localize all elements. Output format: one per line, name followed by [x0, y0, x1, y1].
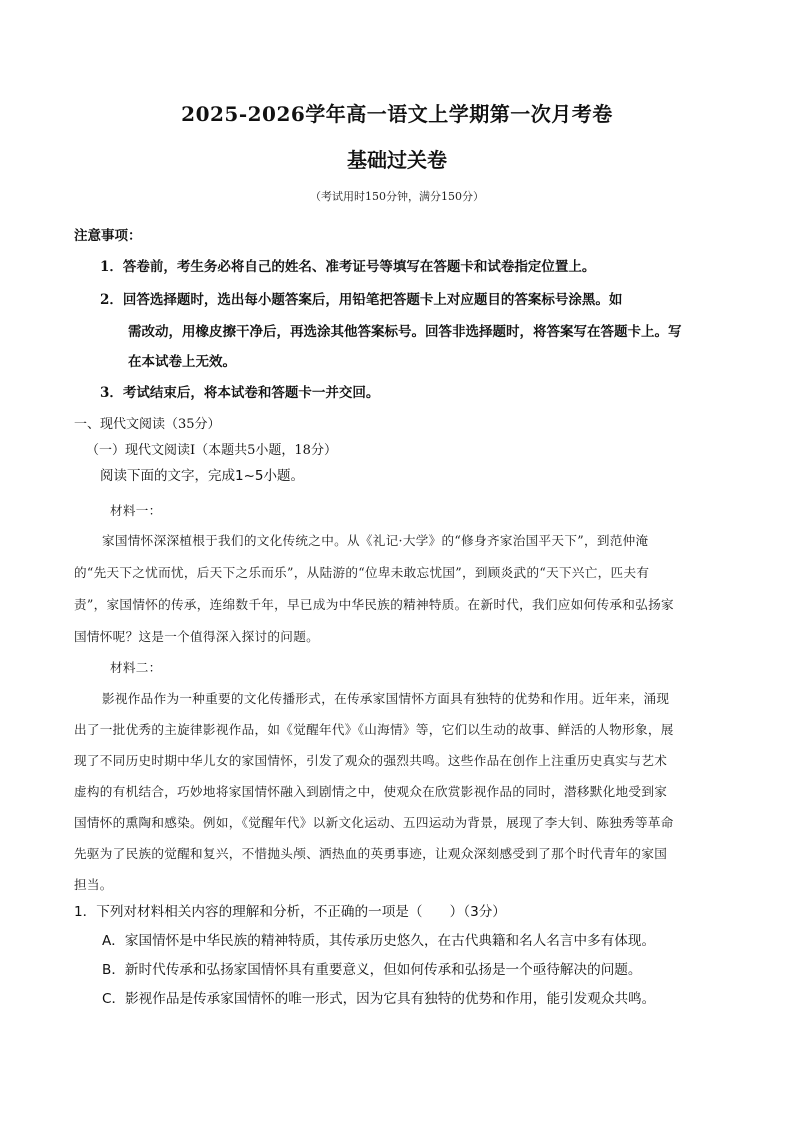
notes-heading: 注意事项：	[74, 228, 142, 244]
material-2-line: 国情怀的熏陶和感染。例如，《觉醒年代》以新文化运动、五四运动为背景，展现了李大钊、陈独秀等革命	[74, 815, 674, 830]
reading-instruction: 阅读下面的文字，完成1~5小题。	[100, 468, 304, 484]
exam-info: （考试用时150分钟，满分150分）	[310, 190, 484, 203]
section-heading: 一、现代文阅读（35分）	[74, 417, 221, 432]
notes-item-2-line-2: 需改动，用橡皮擦干净后，再选涂其他答案标号。回答非选择题时，将答案写在答题卡上。写	[128, 324, 682, 340]
material-2-label: 材料二：	[110, 660, 162, 675]
material-2-line: 影视作品作为一种重要的文化传播形式，在传承家国情怀方面具有独特的优势和作用。近年来，涌现	[102, 691, 670, 706]
material-1-line: 责”，家国情怀的传承，连绵数千年，早已成为中华民族的精神特质。在新时代，我们应如何传承和弘扬家	[74, 597, 674, 612]
page-subtitle: 基础过关卷	[347, 148, 447, 172]
material-2-line: 虚构的有机结合，巧妙地将家国情怀融入到剧情之中，使观众在欣赏影视作品的同时，潜移默化地受到家	[74, 784, 668, 799]
notes-item-2-line-3: 在本试卷上无效。	[128, 354, 236, 370]
question-1-option-c: C．影视作品是传承家国情怀的唯一形式，因为它具有独特的优势和作用，能引发观众共鸣。	[102, 991, 656, 1007]
question-1-option-a: A．家国情怀是中华民族的精神特质，其传承历史悠久，在古代典籍和名人名言中多有体现。	[102, 933, 656, 949]
material-2-line: 现了不同历史时期中华儿女的家国情怀，引发了观众的强烈共鸣。这些作品在创作上注重历史真实与艺术	[74, 753, 668, 768]
notes-item-3: 3．考试结束后，将本试卷和答题卡一并交回。	[100, 385, 380, 401]
material-2-line: 先驱为了民族的觉醒和复兴，不惜抛头颅、洒热血的英勇事迹，让观众深刻感受到了那个时代青年的家国	[74, 846, 668, 861]
material-2-line: 出了一批优秀的主旋律影视作品，如《觉醒年代》《山海情》等，它们以生动的故事、鲜活的人物形象，展	[74, 722, 674, 737]
material-1-line: 家国情怀深深植根于我们的文化传统之中。从《礼记·大学》的“修身齐家治国平天下”，到范仲淹	[102, 533, 649, 548]
page-title: 2025-2026学年高一语文上学期第一次月考卷	[181, 102, 613, 126]
question-1-stem: 1．下列对材料相关内容的理解和分析，不正确的一项是（ ）（3分）	[74, 904, 506, 920]
section-sub-heading: （一）现代文阅读Ⅰ（本题共5小题，18分）	[86, 443, 337, 458]
material-1-label: 材料一：	[110, 503, 162, 518]
question-1-option-b: B．新时代传承和弘扬家国情怀具有重要意义，但如何传承和弘扬是一个亟待解决的问题。	[102, 962, 642, 978]
material-1-line: 的“先天下之忧而忧，后天下之乐而乐”，从陆游的“位卑未敢忘忧国”，到顾炎武的“天下兴亡，匹夫有	[74, 565, 650, 580]
material-2-line: 担当。	[74, 877, 113, 892]
notes-item-2-line-1: 2．回答选择题时，选出每小题答案后，用铅笔把答题卡上对应题目的答案标号涂黑。如	[100, 292, 623, 308]
notes-item-1: 1．答卷前，考生务必将自己的姓名、准考证号等填写在答题卡和试卷指定位置上。	[100, 259, 596, 275]
material-1-line: 国情怀呢？这是一个值得深入探讨的问题。	[74, 629, 319, 644]
